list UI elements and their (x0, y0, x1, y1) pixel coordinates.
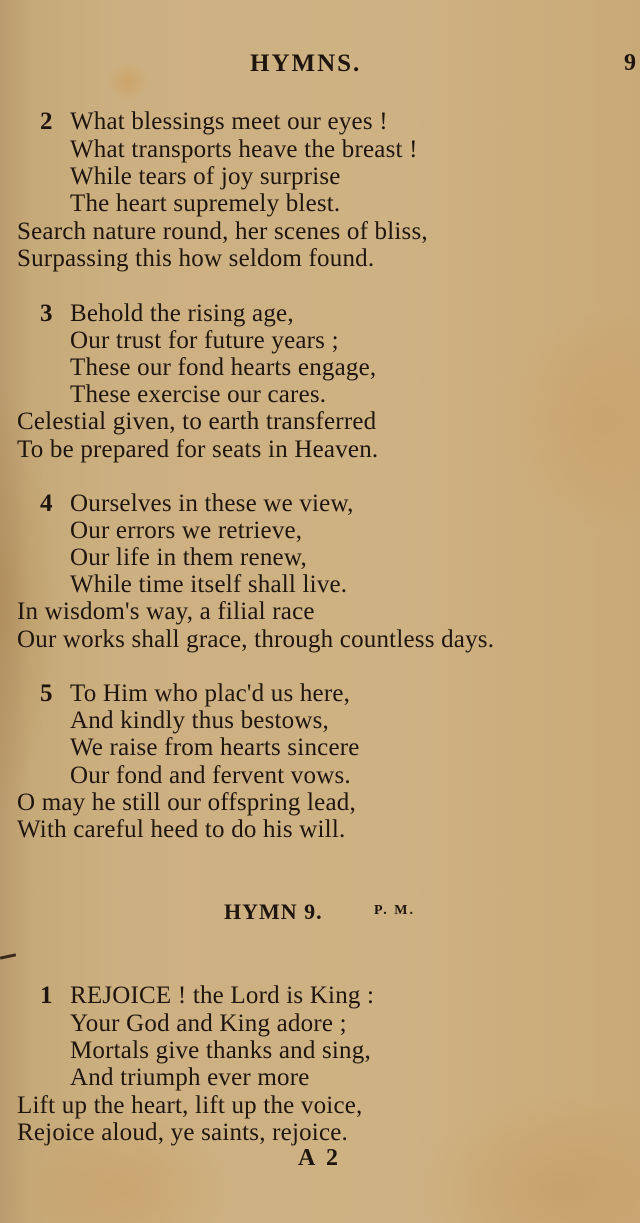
verse-line: Mortals give thanks and sing, (70, 1037, 371, 1064)
stanza-number: 5 (40, 680, 53, 707)
verse-line: Our trust for future years ; (70, 327, 339, 354)
verse-line: Ourselves in these we view, (70, 490, 354, 517)
verse-line: To Him who plac'd us here, (70, 680, 351, 707)
verse-line: Lift up the heart, lift up the voice, (17, 1092, 363, 1119)
hymn-title: HYMN 9. (224, 899, 323, 924)
verse-line: Search nature round, her scenes of bliss, (17, 218, 428, 245)
running-title: HYMNS. (250, 50, 362, 77)
verse-line: These exercise our cares. (70, 381, 327, 408)
verse-line: These our fond hearts engage, (70, 354, 377, 381)
verse-line: Your God and King adore ; (70, 1010, 347, 1037)
verse-line: While tears of joy surprise (70, 163, 341, 190)
verse-line: Our works shall grace, through countless days. (17, 626, 495, 653)
margin-mark (0, 953, 16, 959)
signature-mark: A 2 (298, 1145, 342, 1171)
verse-line: With careful heed to do his will. (17, 816, 346, 843)
verse-line: While time itself shall live. (70, 571, 348, 598)
verse-line: The heart supremely blest. (70, 190, 341, 217)
verse-line: We raise from hearts sincere (70, 734, 360, 761)
verse-line: Rejoice aloud, ye saints, rejoice. (17, 1119, 348, 1146)
verse-line: And kindly thus bestows, (70, 707, 329, 734)
verse-line: O may he still our offspring lead, (17, 789, 356, 816)
verse-line: Our errors we retrieve, (70, 517, 303, 544)
verse-line: Our life in them renew, (70, 544, 307, 571)
verse-line: Behold the rising age, (70, 300, 294, 327)
stanza-number: 4 (40, 490, 53, 517)
verse-line: Our fond and fervent vows. (70, 762, 351, 789)
verse-line: Surpassing this how seldom found. (17, 245, 375, 272)
page-number: 9 (624, 50, 636, 76)
verse-line: What blessings meet our eyes ! (70, 108, 388, 135)
verse-line: REJOICE ! the Lord is King : (70, 982, 375, 1009)
stanza-number: 1 (40, 982, 53, 1009)
stanza-number: 3 (40, 300, 53, 327)
verse-line: To be prepared for seats in Heaven. (17, 436, 379, 463)
hymn-meter: P. M. (374, 903, 415, 918)
stanza-number: 2 (40, 108, 53, 135)
verse-line: And triumph ever more (70, 1064, 310, 1091)
running-head (0, 50, 640, 86)
verse-line: In wisdom's way, a filial race (17, 598, 315, 625)
verse-line: Celestial given, to earth transferred (17, 408, 377, 435)
verse-line: What transports heave the breast ! (70, 136, 418, 163)
